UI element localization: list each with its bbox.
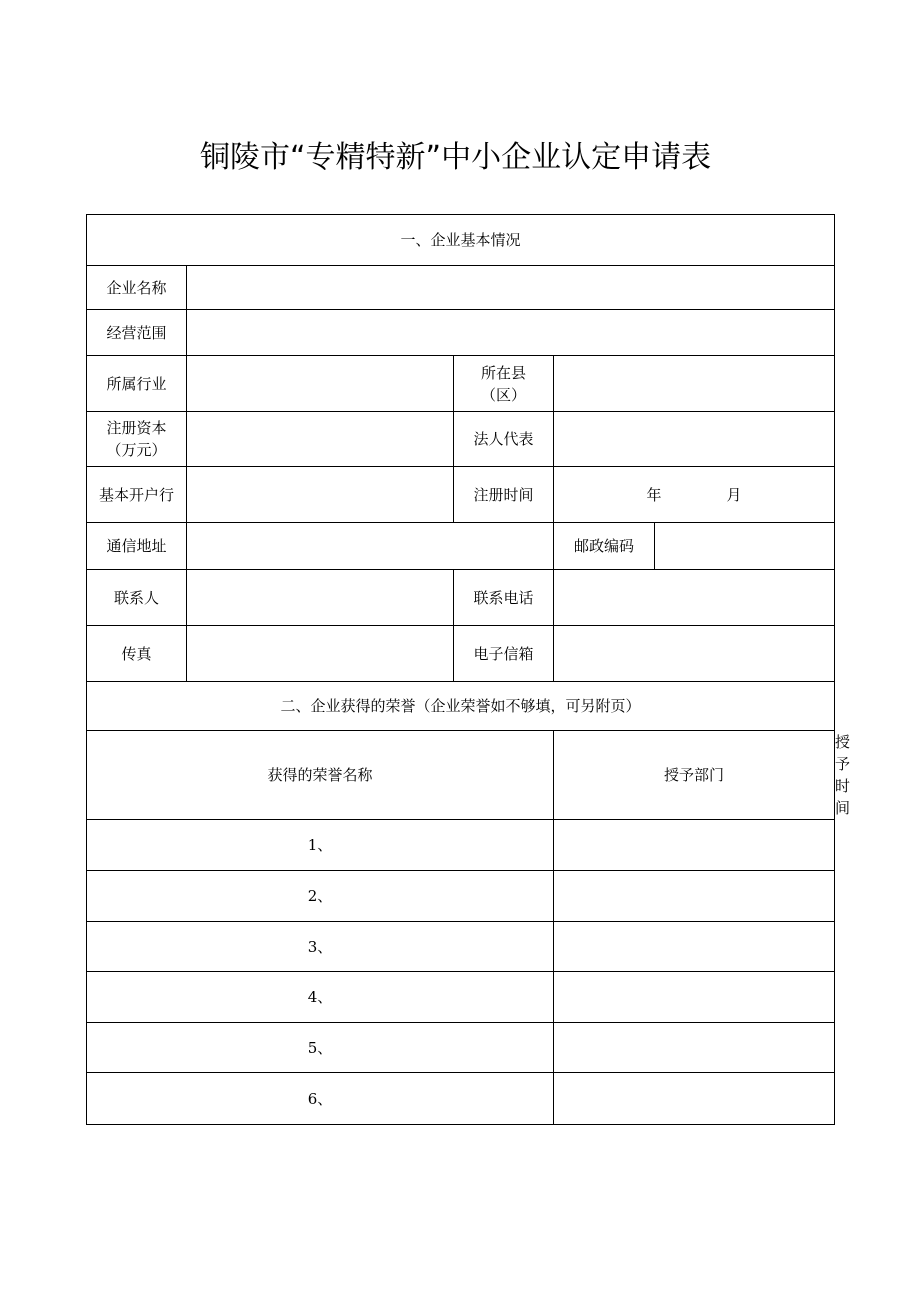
business-scope-label: 经营范围 — [87, 310, 187, 356]
honor-row-1-name[interactable]: 1、 — [87, 820, 554, 871]
honor-row-5-name[interactable]: 5、 — [87, 1023, 554, 1073]
email-label: 电子信箱 — [454, 626, 554, 682]
bank-label: 基本开户行 — [87, 467, 187, 523]
reg-time-label: 注册时间 — [454, 467, 554, 523]
legal-rep-field[interactable] — [554, 412, 835, 467]
postcode-label: 邮政编码 — [554, 523, 655, 570]
contact-field[interactable] — [187, 570, 454, 626]
company-name-label: 企业名称 — [87, 266, 187, 310]
honor-row-4-dept[interactable] — [554, 972, 835, 1023]
phone-field[interactable] — [554, 570, 835, 626]
capital-label — [87, 412, 187, 467]
capital-label-line2: （万元） — [106, 441, 167, 459]
honor-row-4-name[interactable]: 4、 — [87, 972, 554, 1023]
address-field[interactable] — [187, 523, 554, 570]
year-unit: 年 — [646, 485, 662, 504]
bank-field[interactable] — [187, 467, 454, 523]
granting-dept-column-header: 授予部门 — [554, 731, 835, 820]
capital-field[interactable] — [187, 412, 454, 467]
honor-row-2-dept[interactable] — [554, 871, 835, 922]
honor-row-3-name[interactable]: 3、 — [87, 922, 554, 972]
month-unit: 月 — [726, 485, 742, 504]
honor-row-2-name[interactable]: 2、 — [87, 871, 554, 922]
county-label-line1: 所在县 — [480, 363, 526, 382]
phone-label: 联系电话 — [454, 570, 554, 626]
section-honors-heading: 二、企业获得的荣誉（企业荣誉如不够填，可另附页） — [87, 682, 835, 731]
contact-label: 联系人 — [87, 570, 187, 626]
address-label: 通信地址 — [87, 523, 187, 570]
fax-label: 传真 — [87, 626, 187, 682]
reg-time-field[interactable] — [554, 467, 835, 523]
honor-row-3-dept[interactable] — [554, 922, 835, 972]
fax-field[interactable] — [187, 626, 454, 682]
honor-row-5-dept[interactable] — [554, 1023, 835, 1073]
honor-row-1-dept[interactable] — [554, 820, 835, 871]
county-field[interactable] — [554, 356, 835, 412]
industry-label: 所属行业 — [87, 356, 187, 412]
application-form-table: 一、企业基本情况 企业名称 经营范围 所属行业 所在县 （区） 注册资本 （万元） 法人代表 基本开户行 注册时间 年 月 通信地址 邮政编码 联系人 联系电话 传真 电子信箱 二、企业获得的荣誉（企业荣誉如不够填，可另附页） 获得的荣誉名称 授予部门 授予时间 1、 2、 3、 4、 5、 6、 — [86, 214, 835, 1125]
honor-name-column-header: 获得的荣誉名称 — [87, 731, 554, 820]
form-title: 铜陵市“专精特新”中小企业认定申请表 — [200, 140, 712, 175]
section-basic-info-heading: 一、企业基本情况 — [87, 215, 835, 266]
business-scope-field[interactable] — [187, 310, 835, 356]
honor-row-6-name[interactable]: 6、 — [87, 1073, 554, 1125]
honor-row-6-dept[interactable] — [554, 1073, 835, 1125]
county-label-line2: （区） — [480, 385, 526, 404]
email-field[interactable] — [554, 626, 835, 682]
industry-field[interactable] — [187, 356, 454, 412]
postcode-field[interactable] — [655, 523, 835, 570]
county-label — [454, 356, 554, 412]
capital-label-line1: 注册资本 — [106, 419, 167, 437]
legal-rep-label: 法人代表 — [454, 412, 554, 467]
company-name-field[interactable] — [187, 266, 835, 310]
